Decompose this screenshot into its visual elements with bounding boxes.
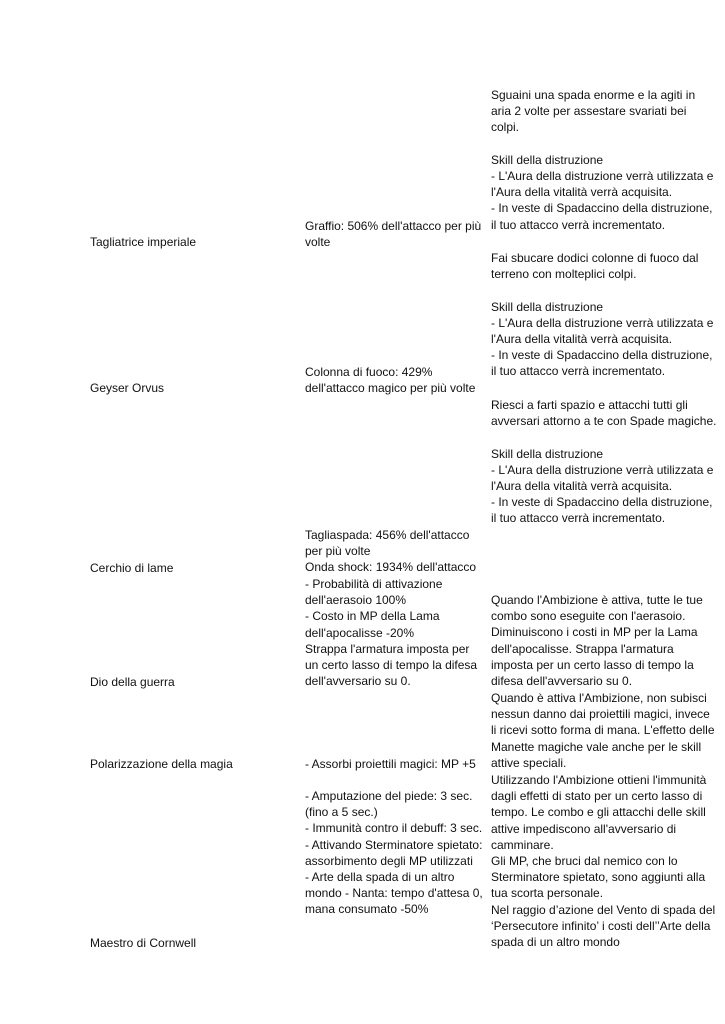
skill-name: Maestro di Cornwell bbox=[90, 936, 197, 950]
skill-name: Polarizzazione della magia bbox=[90, 757, 233, 771]
skill-effect: - Probabilità di attivazione dell'aerasoio 100% - Costo in MP della Lama dell'apocalisse -20% Strappa l'armatura imposta per un certo lasso di tempo la difesa dell'avversario su 0. bbox=[305, 577, 478, 689]
skill-description: Quando l'Ambizione è attiva, tutte le tue combo sono eseguite con l'aerasoio. Diminuiscono i costi in MP per la Lama dell'apocalisse. Strappa l'armatura imposta per un certo lasso di tempo la difesa dell'avversario su 0. bbox=[491, 593, 703, 689]
skill-description: Quando è attiva l'Ambizione, non subisci nessun danno dai proiettili magici, invece li ricevi sotto forma di mana. L'effetto delle Manette magiche vale anche per le skill attive speciali. bbox=[491, 691, 715, 770]
skill-effect: Graffio: 506% dell'attacco per più volte bbox=[305, 219, 482, 250]
skill-effect: Tagliaspada: 456% dell'attacco per più volte Onda shock: 1934% dell'attacco bbox=[305, 528, 477, 575]
skill-description: Utilizzando l'Ambizione ottieni l'immunità dagli effetti di stato per un certo lasso di tempo. Le combo e gli attacchi delle skill attive impediscono all'avversario di camminare. Gli MP, che bruci dal nemico con lo Sterminatore spietato, sono aggiunti alla tua scorta personale. Nel raggio d’azione del Vento di spada del ‘Persecutore infinito’ i costi dell’’Arte della spada di un altro mondo bbox=[491, 773, 716, 950]
skill-effect: Colonna di fuoco: 429% dell'attacco magico per più volte bbox=[305, 365, 476, 396]
skill-name: Dio della guerra bbox=[90, 675, 175, 689]
skill-effect: - Assorbi proiettili magici: MP +5 bbox=[305, 757, 476, 771]
skill-description: Riesci a farti spazio e attacchi tutti gli avversari attorno a te con Spade magiche. Skill della distruzione - L'Aura della distruzione verrà utilizzata e l'Aura della vitalità verrà acquisita. - In veste di Spadaccino della distruzione, il tuo attacco verrà incrementato. bbox=[491, 398, 717, 526]
skill-name: Geyser Orvus bbox=[90, 381, 165, 395]
skill-effect: - Amputazione del piede: 3 sec. (fino a 5 sec.) - Immunità contro il debuff: 3 sec. - Attivando Sterminatore spietato: assorbimento degli MP utilizzati - Arte della spada di un altro mondo - Nanta: tempo d'attesa 0, mana consumato -50% bbox=[305, 789, 483, 917]
skill-name: Tagliatrice imperiale bbox=[90, 235, 197, 249]
skill-description: Sguaini una spada enorme e la agiti in aria 2 volte per assestare svariati bei colpi. Skill della distruzione - L'Aura della distruzione verrà utilizzata e l'Aura della vitalità verrà acquisita. - In veste di Spadaccino della distruzione, il tuo attacco verrà incrementato. bbox=[491, 88, 714, 232]
skill-description: Fai sbucare dodici colonne di fuoco dal terreno con molteplici colpi. Skill della distruzione - L'Aura della distruzione verrà utilizzata e l'Aura della vitalità verrà acquisita. - In veste di Spadaccino della distruzione, il tuo attacco verrà incrementato. bbox=[491, 251, 714, 379]
skill-name: Cerchio di lame bbox=[90, 561, 174, 575]
